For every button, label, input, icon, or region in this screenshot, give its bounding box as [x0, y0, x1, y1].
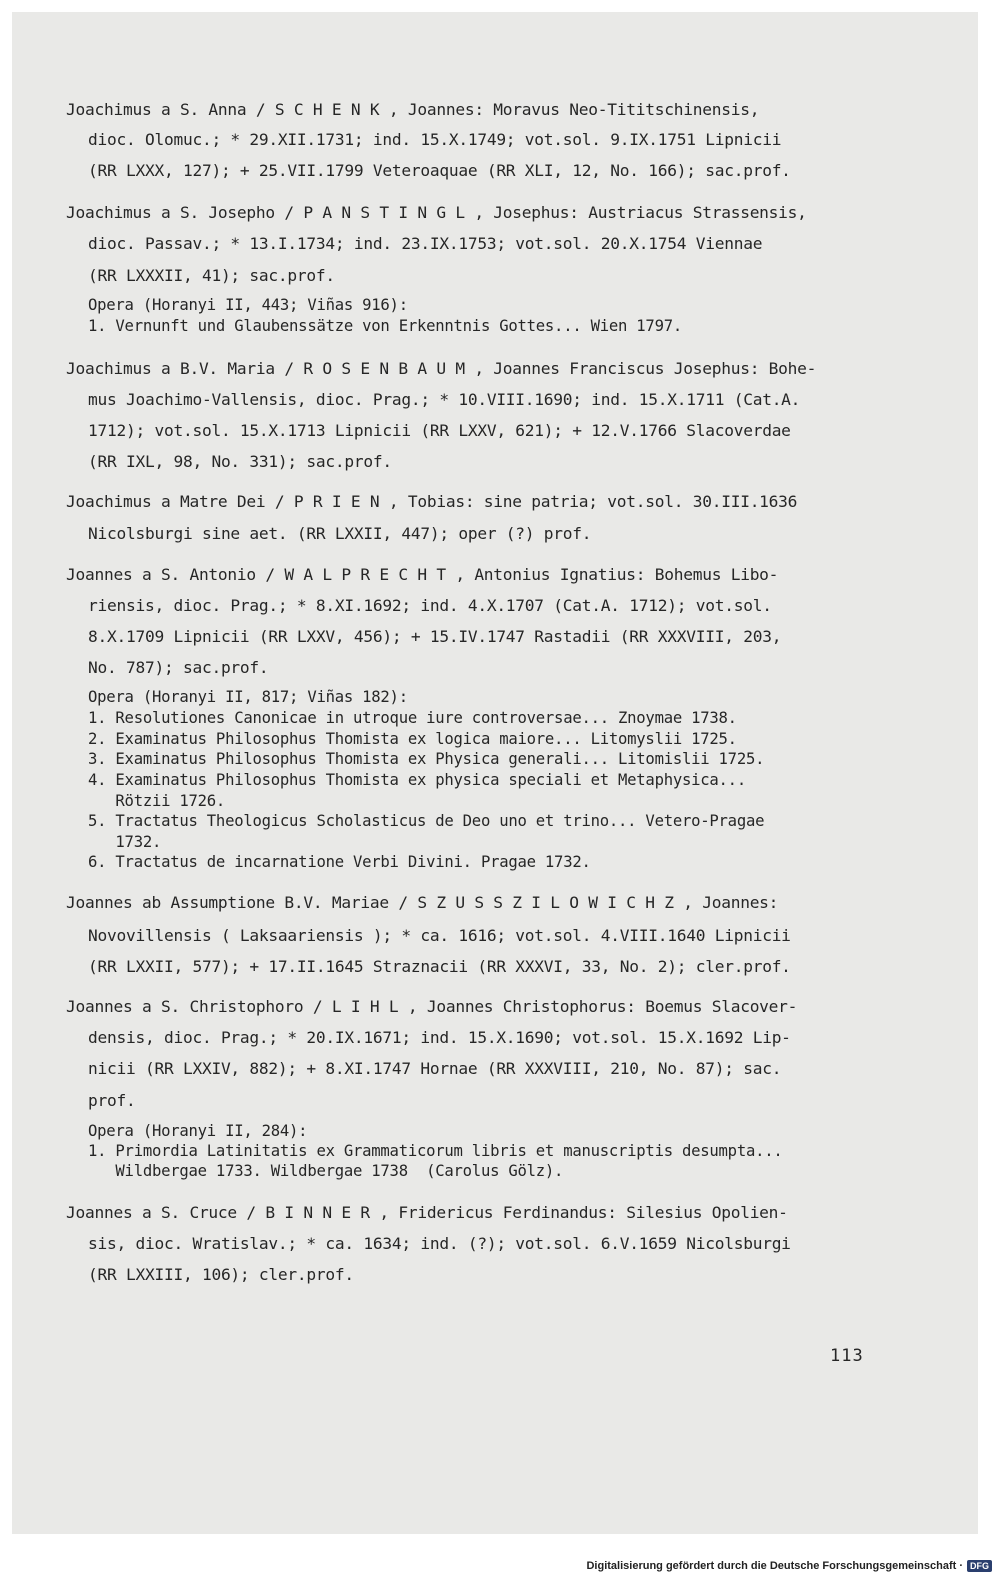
entry-text-line: Nicolsburgi sine aet. (RR LXXII, 447); oper (?) prof. — [88, 524, 592, 543]
entry-text-line: (RR LXXXII, 41); sac.prof. — [88, 266, 335, 285]
entry-text-line: (RR LXXII, 577); + 17.II.1645 Straznacii (RR XXXVI, 33, No. 2); cler.prof. — [88, 957, 791, 976]
entry-text-line: No. 787); sac.prof. — [88, 658, 269, 677]
entry-text-line: Novovillensis ( Laksaariensis ); * ca. 1616; vot.sol. 4.VIII.1640 Lipnicii — [88, 926, 791, 945]
entry-heading-line: Joachimus a Matre Dei / P R I E N , Tobias: sine patria; vot.sol. 30.III.1636 — [66, 492, 798, 511]
opera-header: Opera (Horanyi II, 443; Viñas 916): — [88, 296, 408, 314]
entry-heading-line: Joannes a S. Antonio / W A L P R E C H T , Antonius Ignatius: Bohemus Libo- — [66, 565, 779, 584]
digitization-footer — [586, 1560, 992, 1572]
entry-heading-line: Joannes ab Assumptione B.V. Mariae / S Z U S S Z I L O W I C H Z , Joannes: — [66, 893, 779, 912]
entry-heading-line: Joachimus a B.V. Maria / R O S E N B A U M , Joannes Franciscus Josephus: Bohe- — [66, 359, 817, 378]
opera-item: 5. Tractatus Theologicus Scholasticus de Deo uno et trino... Vetero-Pragae — [88, 812, 765, 830]
opera-header: Opera (Horanyi II, 817; Viñas 182): — [88, 688, 408, 706]
entry-text-line: (RR LXXIII, 106); cler.prof. — [88, 1265, 354, 1284]
entry-text-line: 1712); vot.sol. 15.X.1713 Lipnicii (RR LXXV, 621); + 12.V.1766 Slacoverdae — [88, 421, 791, 440]
opera-item: 3. Examinatus Philosophus Thomista ex Physica generali... Litomislii 1725. — [88, 750, 765, 768]
entry-heading-line: Joannes a S. Cruce / B I N N E R , Fridericus Ferdinandus: Silesius Opolien- — [66, 1203, 788, 1222]
opera-item: 1732. — [88, 833, 162, 851]
entry-text-line: (RR LXXX, 127); + 25.VII.1799 Veteroaquae (RR XLI, 12, No. 166); sac.prof. — [88, 161, 791, 180]
dfg-logo: DFG — [967, 1560, 992, 1572]
entry-heading-line: Joannes a S. Christophoro / L I H L , Joannes Christophorus: Boemus Slacover- — [66, 997, 798, 1016]
opera-item: 4. Examinatus Philosophus Thomista ex physica speciali et Metaphysica... — [88, 771, 746, 789]
opera-item: Wildbergae 1733. Wildbergae 1738 (Carolus Gölz). — [88, 1162, 564, 1180]
entry-text-line: dioc. Olomuc.; * 29.XII.1731; ind. 15.X.1749; vot.sol. 9.IX.1751 Lipnicii — [88, 130, 782, 149]
opera-item: 2. Examinatus Philosophus Thomista ex logica maiore... Litomyslii 1725. — [88, 730, 737, 748]
entry-text-line: sis, dioc. Wratislav.; * ca. 1634; ind. (?); vot.sol. 6.V.1659 Nicolsburgi — [88, 1234, 791, 1253]
opera-item: 1. Vernunft und Glaubenssätze von Erkenntnis Gottes... Wien 1797. — [88, 317, 682, 335]
opera-item: Rötzii 1726. — [88, 792, 226, 810]
entry-text-line: dioc. Passav.; * 13.I.1734; ind. 23.IX.1753; vot.sol. 20.X.1754 Viennae — [88, 234, 763, 253]
entry-text-line: mus Joachimo-Vallensis, dioc. Prag.; * 10.VIII.1690; ind. 15.X.1711 (Cat.A. — [88, 390, 801, 409]
entry-text-line: (RR IXL, 98, No. 331); sac.prof. — [88, 452, 392, 471]
opera-item: 1. Primordia Latinitatis ex Grammaticorum libris et manuscriptis desumpta... — [88, 1142, 783, 1160]
entry-heading-line: Joachimus a S. Anna / S C H E N K , Joannes: Moravus Neo-Tititschinensis, — [66, 100, 760, 119]
opera-item: 6. Tractatus de incarnatione Verbi Divini. Pragae 1732. — [88, 853, 591, 871]
entry-heading-line: Joachimus a S. Josepho / P A N S T I N G L , Josephus: Austriacus Strassensis, — [66, 203, 807, 222]
page-number: 113 — [830, 1346, 864, 1366]
entry-text-line: nicii (RR LXXIV, 882); + 8.XI.1747 Hornae (RR XXXVIII, 210, No. 87); sac. — [88, 1059, 782, 1078]
footer-text: Digitalisierung gefördert durch die Deutsche Forschungsgemeinschaft · — [586, 1560, 963, 1572]
entry-text-line: prof. — [88, 1091, 136, 1110]
entry-text-line: 8.X.1709 Lipnicii (RR LXXV, 456); + 15.IV.1747 Rastadii (RR XXXVIII, 203, — [88, 627, 782, 646]
opera-header: Opera (Horanyi II, 284): — [88, 1122, 308, 1140]
entry-text-line: densis, dioc. Prag.; * 20.IX.1671; ind. 15.X.1690; vot.sol. 15.X.1692 Lip- — [88, 1028, 791, 1047]
opera-item: 1. Resolutiones Canonicae in utroque iure controversae... Znoymae 1738. — [88, 709, 737, 727]
entry-text-line: riensis, dioc. Prag.; * 8.XI.1692; ind. 4.X.1707 (Cat.A. 1712); vot.sol. — [88, 596, 772, 615]
